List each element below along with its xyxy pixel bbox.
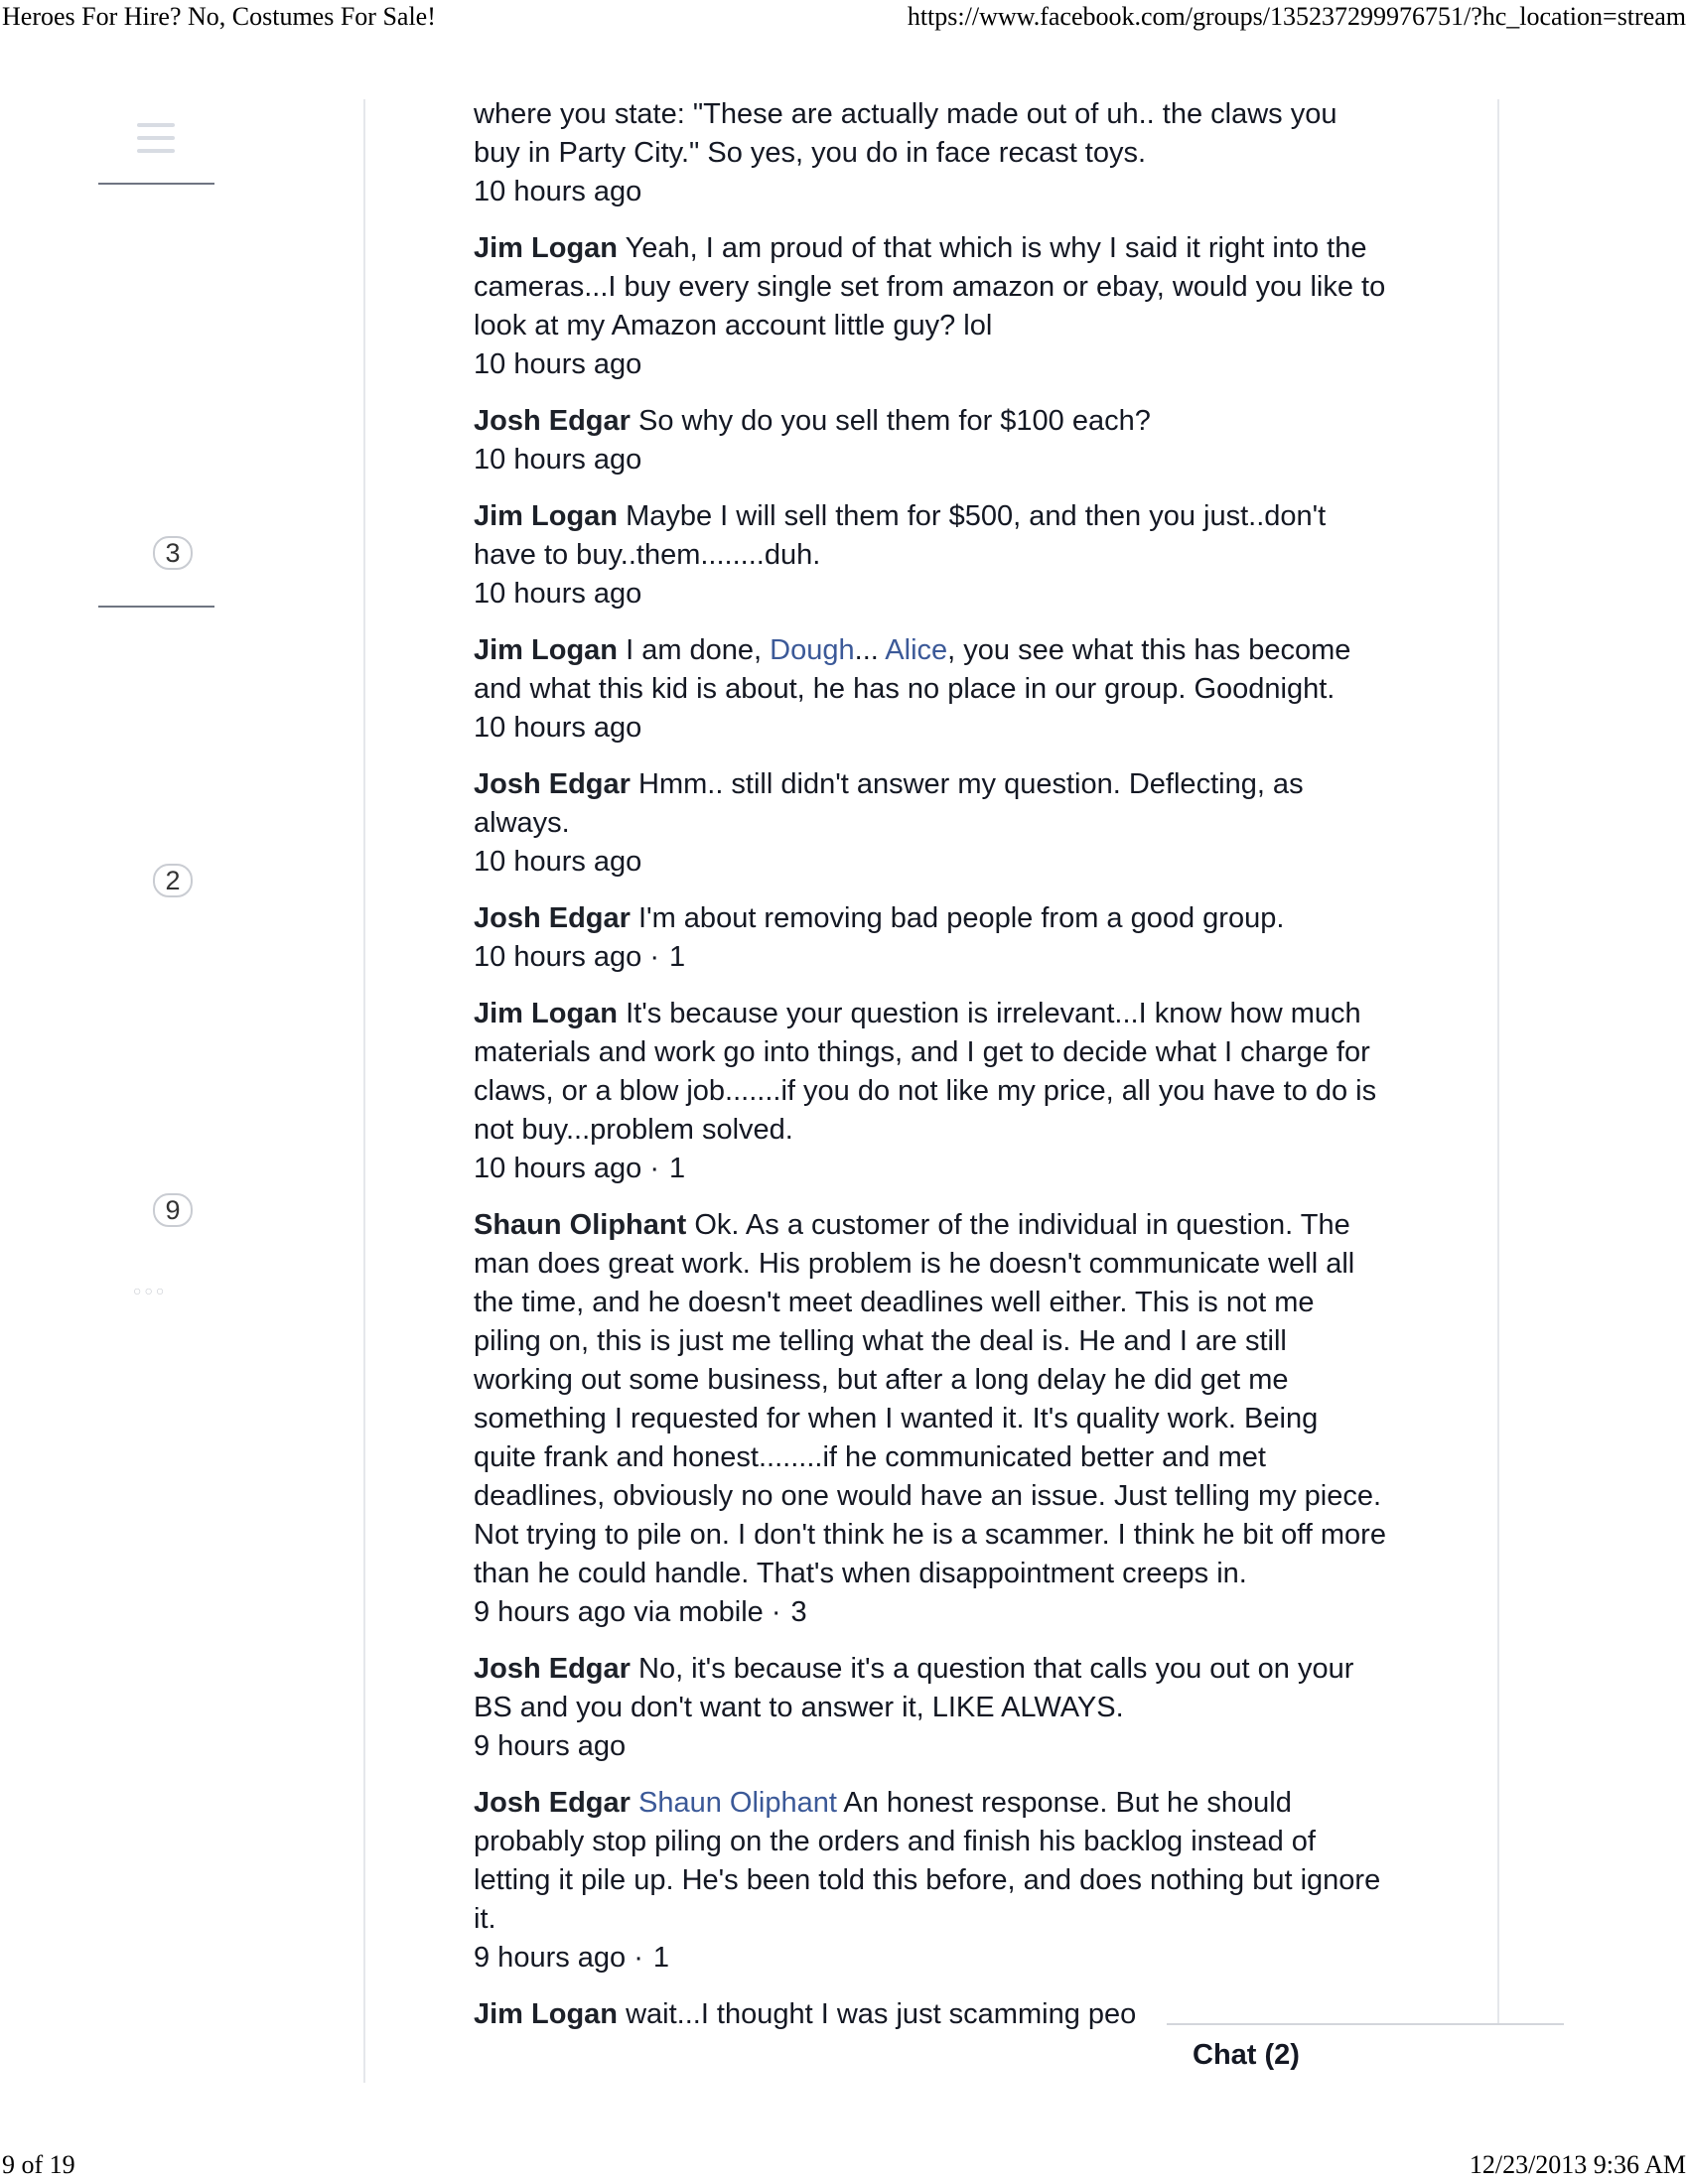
comment-count-badge[interactable]: 3 (153, 536, 193, 570)
comment-timestamp[interactable]: 9 hours ago via mobile (474, 1596, 764, 1628)
comment (474, 1206, 1387, 1632)
comment-text: I'm about removing bad people from a good group. (638, 902, 1285, 934)
comment-author[interactable]: Josh Edgar (474, 405, 631, 437)
like-count[interactable]: 1 (669, 941, 686, 973)
print-page-title: Heroes For Hire? No, Costumes For Sale! (2, 2, 436, 31)
comment-timestamp[interactable]: 10 hours ago (474, 578, 642, 610)
comment-text: It's because your question is irrelevant...I know how much materials and work go into things, and I get to decide what I charge for claws, or a blow job.......if you do not like my price, all you have to do is not buy...problem solved. (474, 998, 1377, 1146)
meta-separator: · (633, 1942, 643, 1974)
comment-meta (474, 444, 641, 476)
meta-separator: · (649, 1153, 660, 1184)
print-page-url: https://www.facebook.com/groups/135237299976751/?hc_location=stream (907, 2, 1686, 31)
print-header (0, 2, 1688, 36)
comment-text: Maybe I will sell them for $500, and then you just..don't have to buy..them........duh. (474, 500, 1327, 571)
comment-author[interactable]: Shaun Oliphant (474, 1209, 687, 1241)
comment-author[interactable]: Jim Logan (474, 500, 619, 532)
left-rail (0, 89, 238, 1509)
content-left-border (363, 99, 365, 2083)
comment-meta (474, 1730, 626, 1762)
comment (474, 631, 1387, 748)
comment (474, 229, 1387, 384)
like-count[interactable]: 1 (652, 1942, 670, 1974)
comment (474, 497, 1387, 614)
comment-text: No, it's because it's a question that calls you out on your BS and you don't want to answer it, LIKE ALWAYS. (474, 1653, 1354, 1723)
comment-timestamp[interactable]: 10 hours ago (474, 1153, 642, 1184)
comment-timestamp[interactable]: 10 hours ago (474, 846, 642, 878)
comment-meta (474, 578, 641, 610)
comment-timestamp[interactable]: 9 hours ago (474, 1942, 627, 1974)
comment-timestamp[interactable]: 10 hours ago (474, 176, 642, 207)
mention-link[interactable]: Alice (885, 634, 948, 666)
comment-count-badge[interactable]: 2 (153, 864, 193, 897)
content-right-border (1497, 99, 1499, 2025)
mention-link[interactable]: Shaun Oliphant (638, 1787, 837, 1819)
more-dots-icon[interactable]: ○○○ (133, 1283, 168, 1298)
print-footer (0, 2150, 1688, 2184)
comment-meta (474, 1153, 685, 1184)
comment-timestamp[interactable]: 9 hours ago (474, 1730, 627, 1762)
comment-author[interactable]: Jim Logan (474, 232, 619, 264)
comment-author[interactable]: Jim Logan (474, 998, 619, 1029)
hamburger-menu-icon[interactable] (137, 123, 175, 163)
comment (474, 1784, 1387, 1978)
meta-separator: · (649, 941, 660, 973)
comment-meta (474, 176, 641, 207)
comment-text: ... (854, 634, 879, 666)
comment-author[interactable]: Josh Edgar (474, 1653, 631, 1685)
comment-author[interactable]: Jim Logan (474, 1998, 619, 2030)
comment-meta (474, 1942, 669, 1974)
comment-meta (474, 1596, 807, 1628)
comment-meta (474, 348, 641, 380)
comment-author[interactable]: Jim Logan (474, 634, 619, 666)
comment-text: I am done, (626, 634, 763, 666)
comment-text: , you see what this has become and what this kid is about, he has no place in our group. Goodnight. (474, 634, 1351, 705)
comment-text: An honest response. But he should probably stop piling on the orders and finish his backlog instead of letting it pile up. He's been told this before, and does nothing but ignore it. (474, 1787, 1381, 1935)
comment-timestamp[interactable]: 10 hours ago (474, 444, 642, 476)
comment (474, 899, 1387, 977)
comment-text: wait...I thought I was just scamming peo (626, 1998, 1137, 2030)
comment (474, 402, 1387, 479)
print-datetime: 12/23/2013 9:36 AM (1469, 2150, 1686, 2179)
comment-text: Yeah, I am proud of that which is why I said it right into the cameras...I buy every single set from amazon or ebay, would you like to look at my Amazon account little guy? lol (474, 232, 1386, 341)
mention-link[interactable]: Dough (770, 634, 855, 666)
chat-bar[interactable] (1167, 2023, 1564, 2085)
comment-author[interactable]: Josh Edgar (474, 768, 631, 800)
comment-timestamp[interactable]: 10 hours ago (474, 712, 642, 744)
like-count[interactable]: 1 (669, 1153, 686, 1184)
comment (474, 995, 1387, 1188)
comment-meta (474, 846, 641, 878)
comment-text: Ok. As a customer of the individual in question. The man does great work. His problem is he doesn't communicate well all the time, and he doesn't meet deadlines well either. This is not me piling on, this is just me telling what the deal is. He and I are still working out some business, but after a long delay he did get me something I requested for when I wanted it. It's quality work. Being quite frank and honest........if he communicated better and met deadlines, obviously no one would have an issue. Just telling my piece. Not trying to pile on. I don't think he is a scammer. I think he bit off more than he could handle. That's when disappointment creeps in. (474, 1209, 1386, 1589)
print-page-number: 9 of 19 (2, 2150, 75, 2179)
comment (474, 1650, 1387, 1766)
comment-thread (474, 95, 1387, 2031)
comment (474, 765, 1387, 882)
comment-text: So why do you sell them for $100 each? (638, 405, 1151, 437)
comment-timestamp[interactable]: 10 hours ago (474, 348, 642, 380)
meta-separator: · (771, 1596, 781, 1628)
comment-meta (474, 941, 685, 973)
comment (474, 95, 1387, 211)
comment-meta (474, 712, 641, 744)
chat-label: Chat (2) (1193, 2039, 1300, 2071)
rail-divider (98, 183, 214, 185)
comment-count-badge[interactable]: 9 (153, 1193, 193, 1227)
comment-author[interactable]: Josh Edgar (474, 1787, 631, 1819)
comment-author[interactable]: Josh Edgar (474, 902, 631, 934)
comment-timestamp[interactable]: 10 hours ago (474, 941, 642, 973)
comment-text: where you state: "These are actually made out of uh.. the claws you buy in Party City." So yes, you do in face recast toys. (474, 98, 1337, 169)
like-count[interactable]: 3 (790, 1596, 807, 1628)
comment-text: Hmm.. still didn't answer my question. Deflecting, as always. (474, 768, 1304, 839)
rail-divider (98, 606, 214, 608)
